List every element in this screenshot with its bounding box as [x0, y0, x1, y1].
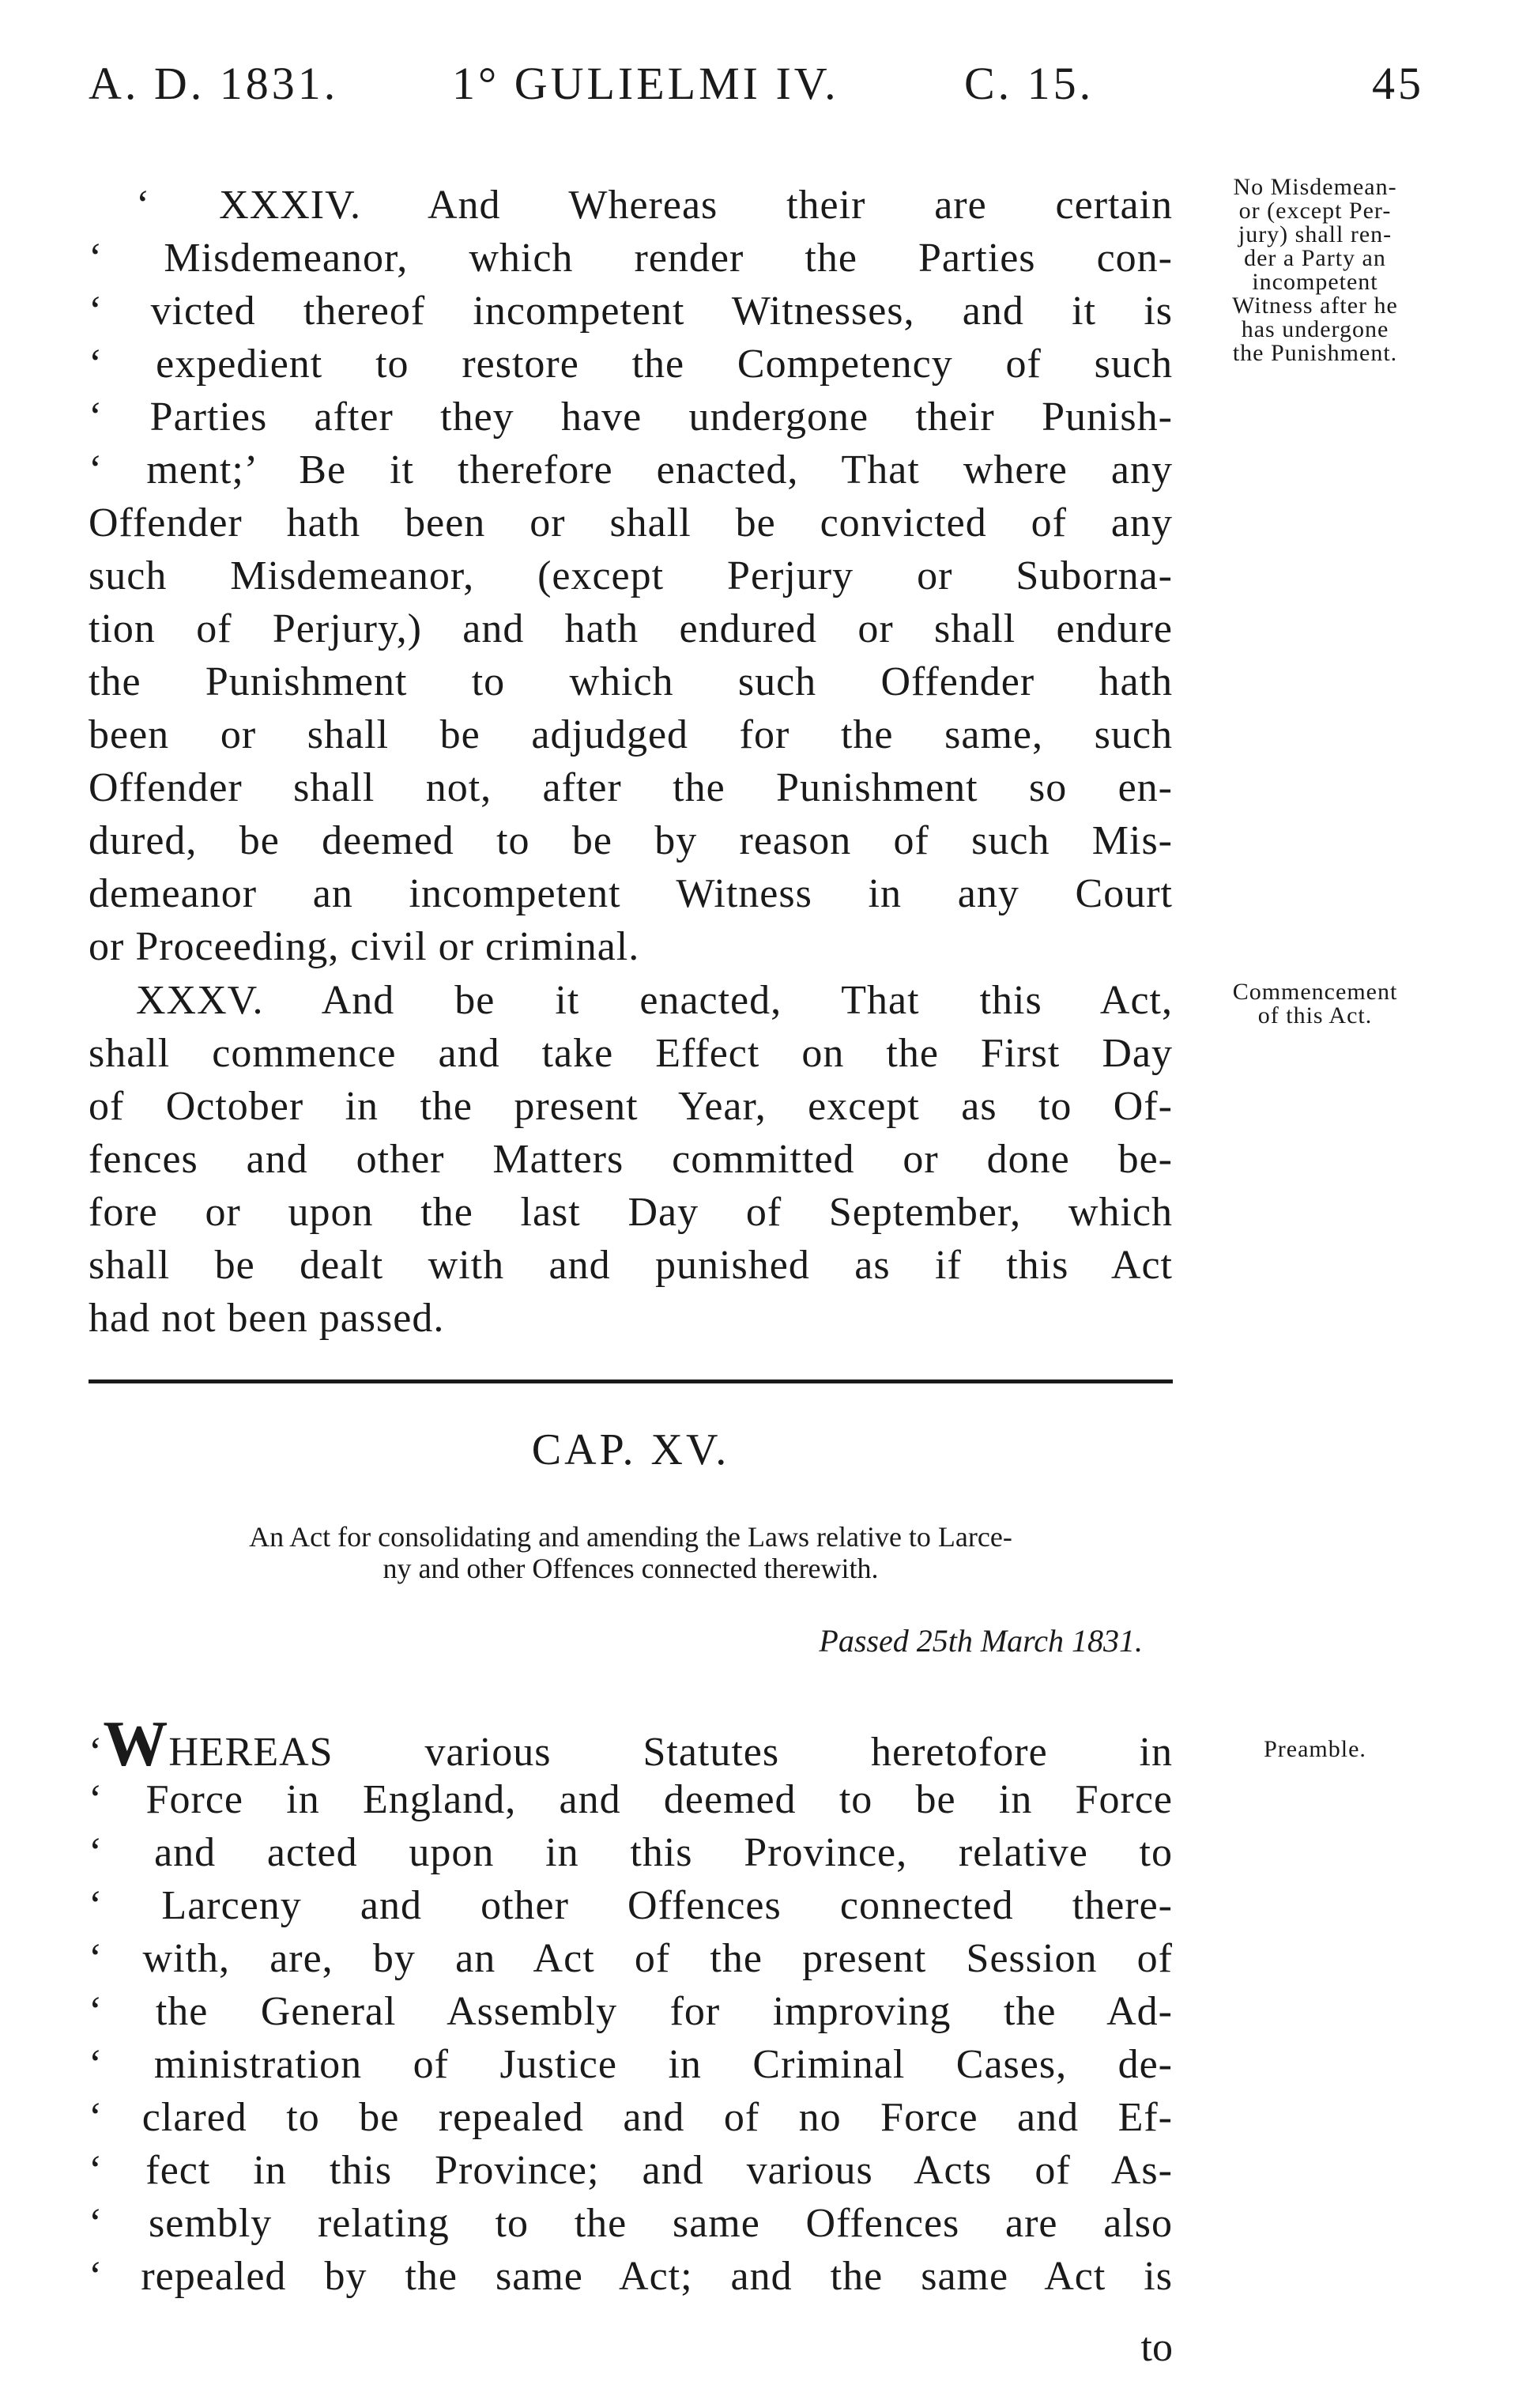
text-line: ‘ ment;’ Be it therefore enacted, That where any [89, 447, 1173, 493]
text-line: fences and other Matters committed or done be- [89, 1137, 1173, 1182]
marginal-note-section-35 [1189, 980, 1442, 1028]
running-head [89, 57, 1424, 112]
text-line: ‘ repealed by the same Act; and the same Act is [89, 2254, 1173, 2299]
page-number: 45 [1372, 58, 1424, 109]
marginal-note-preamble [1189, 1738, 1442, 1761]
text-line: ‘ ministration of Justice in Criminal Cases, de- [89, 2042, 1173, 2087]
text-line: Offender hath been or shall be convicted of any [89, 500, 1173, 545]
passed-date: Passed 25th March 1831. [819, 1623, 1143, 1659]
text-line-first [89, 1708, 1173, 1780]
marginal-note-line: or (except Per- [1238, 198, 1392, 224]
marginal-note-line: incompetent [1252, 269, 1378, 295]
text-line: of October in the present Year, except as to Of- [89, 1084, 1173, 1129]
long-title-line: ny and other Offences connected therewith. [383, 1553, 879, 1584]
text-line: been or shall be adjudged for the same, such [89, 712, 1173, 757]
text-line: tion of Perjury,) and hath endured or shall endure [89, 606, 1173, 651]
section-divider-rule [89, 1380, 1173, 1383]
section-34-text [89, 179, 1173, 973]
marginal-note-line: Commencement [1232, 979, 1398, 1005]
section-35-text [89, 974, 1173, 1345]
running-head-year: A. D. 1831. [89, 58, 339, 109]
text-line: the Punishment to which such Offender hath [89, 659, 1173, 704]
preamble-text [89, 1708, 1173, 2303]
text-line: or Proceeding, civil or criminal. [89, 924, 640, 969]
marginal-note-line: Preamble. [1264, 1736, 1366, 1762]
marginal-note-line: Witness after he [1232, 293, 1398, 319]
text-line: ‘ victed thereof incompetent Witnesses, and it is [89, 289, 1173, 334]
text-line: HEREAS various Statutes heretofore in [168, 1730, 1173, 1775]
text-line: ‘ expedient to restore the Competency of such [89, 342, 1173, 387]
text-line: ‘ Misdemeanor, which render the Parties con- [89, 236, 1173, 281]
text-line: fore or upon the last Day of September, which [89, 1190, 1173, 1235]
text-line: shall commence and take Effect on the First Day [89, 1031, 1173, 1076]
text-line: demeanor an incompetent Witness in any Court [89, 871, 1173, 916]
chapter-title: CAP. XV. [531, 1425, 730, 1474]
drop-cap: W [103, 1708, 169, 1780]
text-line: ‘ fect in this Province; and various Acts of As- [89, 2148, 1173, 2193]
marginal-note-line: of this Act. [1257, 1002, 1373, 1028]
text-line: ‘ Force in England, and deemed to be in Force [89, 1777, 1173, 1822]
text-line: such Misdemeanor, (except Perjury or Suborna- [89, 553, 1173, 598]
marginal-note-section-34 [1189, 176, 1442, 365]
running-head-chapter: C. 15. [964, 58, 1095, 109]
text-line: ‘ and acted upon in this Province, relative to [89, 1830, 1173, 1875]
text-line: ‘ sembly relating to the same Offences are also [89, 2201, 1173, 2246]
text-line: dured, be deemed to be by reason of such Mis- [89, 818, 1173, 863]
text-line: ‘ clared to be repealed and of no Force and Ef- [89, 2095, 1173, 2140]
text-line: XXXV. And be it enacted, That this Act, [136, 978, 1173, 1023]
text-line: ‘ the General Assembly for improving the Ad- [89, 1989, 1173, 2034]
text-line: shall be dealt with and punished as if this Act [89, 1243, 1173, 1288]
running-head-reign: 1° GULIELMI IV. [452, 58, 839, 109]
marginal-note-line: der a Party an [1244, 245, 1386, 271]
marginal-note-line: the Punishment. [1232, 340, 1398, 366]
text-line: ‘ with, are, by an Act of the present Session of [89, 1936, 1173, 1981]
text-line: ‘ Larceny and other Offences connected there- [89, 1883, 1173, 1928]
long-title-line: An Act for consolidating and amending the Laws relative to Larce- [249, 1521, 1012, 1553]
catchword: to [1140, 2325, 1173, 2370]
text-line: ‘ XXXIV. And Whereas their are certain [136, 183, 1173, 228]
opening-quote: ‘ [89, 1730, 104, 1775]
text-line: had not been passed. [89, 1296, 445, 1341]
marginal-note-line: No Misdemean- [1233, 174, 1397, 200]
marginal-note-line: has undergone [1241, 316, 1389, 342]
text-line: Offender shall not, after the Punishment so en- [89, 765, 1173, 810]
text-line: ‘ Parties after they have undergone their Punish- [89, 394, 1173, 440]
marginal-note-line: jury) shall ren- [1238, 221, 1393, 247]
long-title [89, 1521, 1173, 1584]
